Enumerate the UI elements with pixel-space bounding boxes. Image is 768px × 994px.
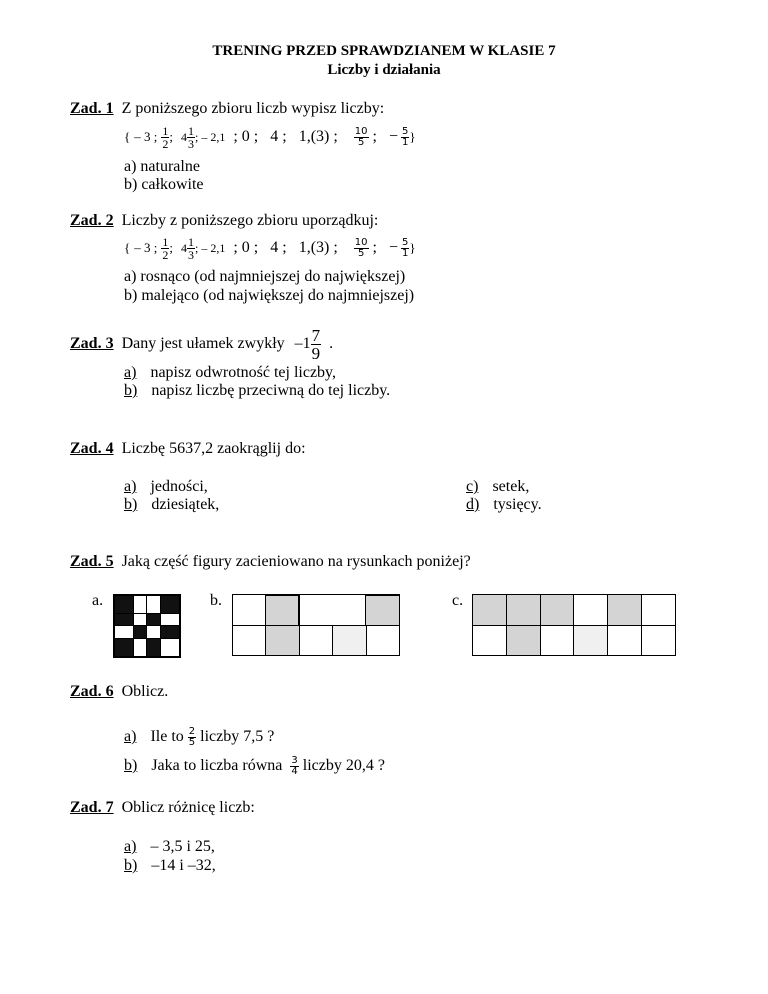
task-3-fraction: $\frac{7}{9}$ [311, 325, 321, 363]
set-minus: − [388, 239, 399, 256]
task-7-label: Zad. 7 [70, 799, 114, 816]
page-title: TRENING PRZED SPRAWDZIANEM W KLASIE 7 [212, 43, 556, 59]
task-5-text: Jaką część figury zacieniowano na rysunkach poniżej? [121, 553, 471, 570]
set-sep: ; [372, 239, 377, 256]
task-1-number-set [124, 119, 416, 155]
task-7-b: b) –14 i –32, [124, 857, 216, 874]
set-item: 4 [181, 130, 187, 144]
task-3-dot: . [329, 335, 334, 352]
set-sep: ; [169, 240, 173, 255]
figure-a-label: a. [92, 592, 104, 609]
set-open-brace: { [124, 129, 131, 144]
task-6-heading [70, 683, 168, 701]
task-2-a: a) rosnąco (od najmniejszej do największej) [124, 268, 406, 285]
set-sep: ; [169, 129, 173, 144]
figure-b-cell-shaded [265, 595, 300, 626]
set-fraction: $\frac{5}{1}$ [402, 236, 409, 259]
set-fraction: $\frac{1}{3}$ [188, 123, 194, 151]
figure-b [232, 594, 400, 656]
set-sep: ; [372, 128, 377, 145]
task-6-a: a) Ile to $\frac{2}{5}$ liczby 7,5 ? [124, 725, 275, 748]
task-2-b: b) malejąco (od największej do najmniejszej) [124, 287, 415, 304]
figure-b-divider [332, 625, 333, 655]
task-3-heading [70, 326, 333, 362]
figure-b-cell-shaded [265, 625, 300, 656]
task-2-label: Zad. 2 [70, 212, 114, 229]
task-4-label: Zad. 4 [70, 440, 114, 457]
set-item: 1,(3) ; [298, 128, 338, 145]
set-close-brace: } [409, 240, 416, 255]
set-fraction: $\frac{1}{2}$ [162, 234, 169, 262]
task-3-frac-whole: –1 [294, 335, 311, 352]
set-item: 4 ; [270, 239, 287, 256]
task-4-c: c) setek, [466, 478, 530, 495]
set-open-brace: { [124, 240, 131, 255]
set-fraction: $\frac{10}{5}$ [354, 236, 368, 259]
task-7-a: a) – 3,5 i 25, [124, 838, 215, 855]
set-item: 1,(3) ; [298, 239, 338, 256]
task-1-text: Z poniższego zbioru liczb wypisz liczby: [121, 100, 385, 117]
set-item: ; – 2,1 [195, 241, 226, 255]
figure-b-divider [298, 595, 299, 625]
task-6-text: Oblicz. [121, 683, 169, 700]
task-6-b: b) Jaka to liczba równa $\frac{3}{4}$ liczby 20,4 ? [124, 754, 385, 777]
task-4-d: d) tysięcy. [466, 496, 542, 513]
figure-c-label: c. [452, 592, 464, 609]
task-1-b: b) całkowite [124, 176, 204, 193]
task-3-label: Zad. 3 [70, 335, 114, 352]
task-5-heading [70, 553, 471, 571]
set-item: ; 0 ; [233, 239, 259, 256]
task-2-text: Liczby z poniższego zbioru uporządkuj: [121, 212, 379, 229]
task-1-label: Zad. 1 [70, 100, 114, 117]
figure-a-grid [113, 594, 181, 658]
set-close-brace: } [409, 129, 416, 144]
figure-b-cell-shaded [365, 595, 400, 626]
set-item: – 3 ; [134, 240, 158, 255]
set-item: ; 0 ; [233, 128, 259, 145]
set-fraction: $\frac{5}{1}$ [402, 125, 409, 148]
task-6-a-fraction: $\frac{2}{5}$ [188, 725, 196, 748]
task-6-label: Zad. 6 [70, 683, 114, 700]
page-subtitle: Liczby i działania [327, 62, 441, 78]
task-4-text: Liczbę 5637,2 zaokrąglij do: [121, 440, 306, 457]
set-item: ; – 2,1 [195, 130, 226, 144]
task-6-b-fraction: $\frac{3}{4}$ [291, 754, 298, 777]
set-fraction: $\frac{10}{5}$ [354, 125, 368, 148]
task-3-b: b) napisz liczbę przeciwną do tej liczby. [124, 382, 391, 399]
task-1-a: a) naturalne [124, 158, 200, 175]
task-7-text: Oblicz różnicę liczb: [121, 799, 255, 816]
set-fraction: $\frac{1}{3}$ [188, 234, 194, 262]
task-2-number-set [124, 230, 416, 266]
figure-b-cell-light [332, 625, 367, 656]
task-3-a: a) napisz odwrotność tej liczby, [124, 364, 337, 381]
task-7-heading [70, 799, 255, 817]
set-item: 4 [181, 241, 187, 255]
set-fraction: $\frac{1}{2}$ [162, 123, 169, 151]
figure-b-divider [233, 625, 399, 626]
task-1-heading [70, 100, 384, 118]
task-2-heading [70, 212, 378, 230]
set-item: 4 ; [270, 128, 287, 145]
task-5-label: Zad. 5 [70, 553, 114, 570]
task-4-heading [70, 440, 306, 458]
figure-b-label: b. [210, 592, 222, 609]
task-4-a: a) jedności, [124, 478, 208, 495]
task-4-b: b) dziesiątek, [124, 496, 220, 513]
set-item: – 3 ; [134, 129, 158, 144]
task-3-text: Dany jest ułamek zwykły [121, 335, 285, 352]
figure-c-grid [472, 594, 676, 656]
set-minus: − [388, 128, 399, 145]
